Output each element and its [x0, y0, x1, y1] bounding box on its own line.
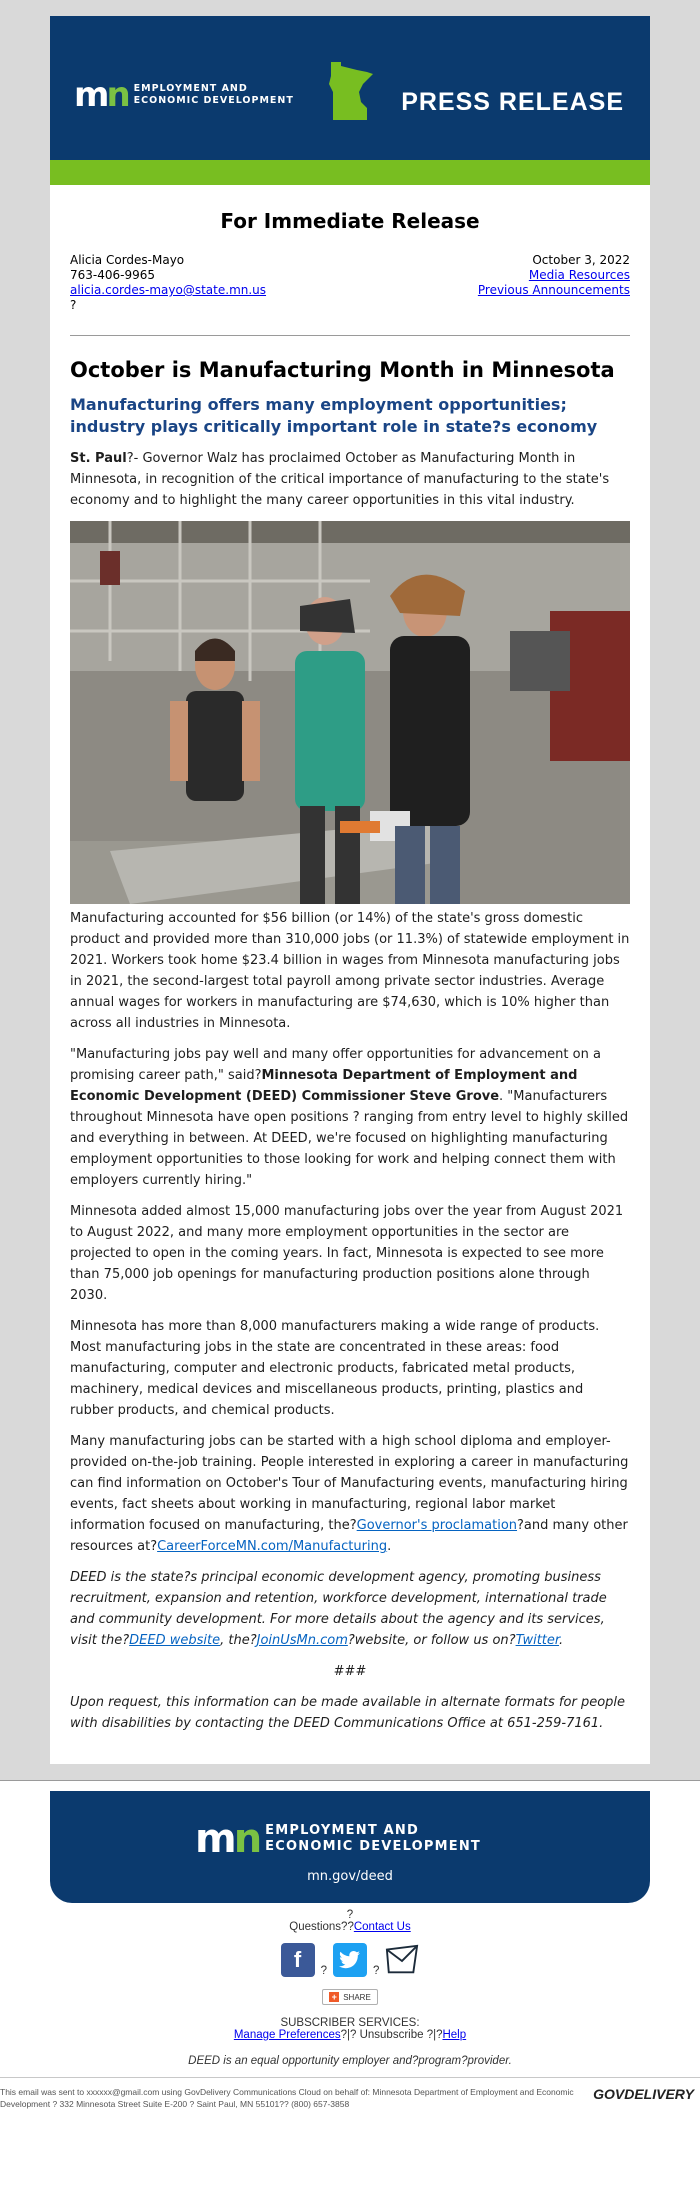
commissioner-name: Minnesota Department of Employment and Economic Development (DEED) Commissioner Steve Grove — [70, 1068, 578, 1104]
social-icons: f ? ? — [0, 1943, 700, 1977]
media-resources-link[interactable]: Media Resources — [528, 268, 630, 282]
help-link[interactable]: Help — [442, 2029, 467, 2041]
paragraph-economy: Manufacturing accounted for $56 billion (or 14%) of the state's gross domestic product and provided more than 310,000 jobs (or 11.3%) of statewide employment in 2021. Workers took home $23.4 billion in wages from Minnesota manufacturing jobs in 2021, the second-largest total payroll among private sector industries. Average annual wages for workers in manufacturing are $74,630, which is 10% higher than across all industries in Minnesota. — [70, 911, 630, 1031]
release-meta — [478, 253, 630, 313]
previous-announcements-link[interactable]: Previous Announcements — [477, 283, 630, 297]
mn-logo-icon: mn — [74, 75, 128, 115]
article-subtitle: Manufacturing offers many employment opportunities; industry plays critically important role in state?s economy — [70, 395, 598, 436]
press-release-card — [50, 16, 650, 1764]
govdelivery-logo: GOVDELIVERY — [593, 2086, 694, 2102]
q-mark: ? — [346, 1909, 354, 1921]
paragraph-about-deed: DEED is the state?s principal economic development agency, promoting business recruitment, expansion and retention, workforce development, international trade and community development. For more details about the agency and its services, visit the?DEED website, the?JoinUsMn.com?website, or follow us on?Twitter. — [70, 1570, 607, 1648]
subscriber-links: Manage Preferences?|? Unsubscribe ?|?Help — [233, 2029, 467, 2041]
twitter-icon[interactable] — [333, 1943, 367, 1977]
contact-us-link[interactable]: Contact Us — [353, 1921, 411, 1933]
release-content — [50, 185, 650, 1764]
footer-url: mn.gov/deed — [307, 1869, 393, 1884]
paragraph-accessibility: Upon request, this information can be made available in alternate formats for people with disabilities by contacting the DEED Communications Office at 651-259-7161. — [70, 1695, 626, 1731]
subscriber-label: SUBSCRIBER SERVICES: — [280, 2017, 420, 2029]
plus-icon: + — [329, 1992, 339, 2002]
questions-line: Questions??Contact Us — [289, 1921, 411, 1933]
paragraph-careers: Many manufacturing jobs can be started with a high school diploma and employer-provided on-the-job training. People interested in exploring a career in manufacturing can find information on October's Tour of Manufacturing events, manufacturing hiring events, fact sheets about working in manufacturing, regional labor market information focused on manufacturing, the?Governor's proclamation?and many other resources at?CareerForceMN.com/Manufacturing. — [70, 1434, 629, 1554]
sent-note: This email was sent to xxxxxx@gmail.com using GovDelivery Communications Cloud on behalf of: Minnesota Department of Employment and Economic Development ? 332 Minnesota Street Suite E-200 ? Saint Paul, MN 55101?? (800) 657-3858 GOVDELIVERY — [0, 2077, 700, 2116]
contact-info — [70, 253, 266, 313]
article-title: October is Manufacturing Month in Minnesota — [70, 358, 615, 382]
footer-banner — [50, 1791, 650, 1903]
equal-opportunity-note: DEED is an equal opportunity employer and?program?provider. — [188, 2055, 512, 2067]
paragraph-jobs-added: Minnesota added almost 15,000 manufacturing jobs over the year from August 2021 to August 2022, and many more employment opportunities in the sector are projected to open in the coming years. In fact, Minnesota is expected to see more than 75,000 job openings for manufacturing production positions alone through 2030. — [70, 1204, 624, 1303]
contact-name: Alicia Cordes-Mayo — [70, 253, 185, 267]
paragraph-intro: St. Paul?- Governor Walz has proclaimed October as Manufacturing Month in Minnesota, in recognition of the critical importance of manufacturing to the state's economy and to highlight the many career opportunities in this vital industry. — [70, 451, 610, 508]
workers-photo — [70, 521, 630, 904]
twitter-link[interactable]: Twitter — [515, 1633, 560, 1648]
govdelivery-footer — [0, 1909, 700, 2067]
end-marks: ### — [333, 1664, 367, 1679]
header-banner — [50, 16, 650, 160]
paragraph-manufacturers: Minnesota has more than 8,000 manufacturers making a wide range of products. Most manufacturing jobs in the state are concentrated in these areas: food manufacturing, computer and electronic products, fabricated metal products, machinery, medical devices and miscellaneous products, printing, plastics and rubber products, and chemical products. — [70, 1319, 600, 1418]
logo-line-2: ECONOMIC DEVELOPMENT — [133, 95, 294, 106]
careerforce-link[interactable]: CareerForceMN.com/Manufacturing — [157, 1539, 388, 1554]
logo-line-1: EMPLOYMENT AND — [133, 83, 248, 95]
governor-proclamation-link[interactable]: Governor's proclamation — [356, 1518, 518, 1533]
footer-mn-logo-icon: mn — [195, 1816, 260, 1862]
paragraph-quote: "Manufacturing jobs pay well and many offer opportunities for advancement on a promising career path," said?Minnesota Department of Employment and Economic Development (DEED) Commissioner Steve Grove. "Manufacturers throughout Minnesota have open positions ? ranging from entry level to highly skilled and everything in between. At DEED, we're focused on highlighting manufacturing employment opportunities to those looking for work and helping connect them with employers currently hiring." — [70, 1047, 629, 1188]
contact-extra: ? — [70, 298, 77, 312]
release-date: October 3, 2022 — [532, 253, 630, 267]
minnesota-state-icon — [327, 62, 375, 120]
deed-logo — [74, 75, 294, 115]
footer-logo-line-1: EMPLOYMENT AND — [265, 1822, 419, 1838]
press-release-label: PRESS RELEASE — [401, 88, 624, 116]
immediate-release-heading: For Immediate Release — [220, 209, 480, 233]
footer-logo-line-2: ECONOMIC DEVELOPMENT — [265, 1839, 481, 1854]
share-button[interactable]: + SHARE — [322, 1989, 378, 2005]
divider — [70, 335, 630, 336]
deed-website-link[interactable]: DEED website — [129, 1633, 221, 1648]
email-icon[interactable] — [385, 1943, 419, 1977]
footer-divider — [0, 1780, 700, 1781]
dateline: St. Paul — [70, 451, 127, 466]
contact-block — [70, 253, 630, 313]
facebook-icon[interactable]: f — [281, 1943, 315, 1977]
manage-preferences-link[interactable]: Manage Preferences — [233, 2029, 341, 2041]
contact-phone: 763-406-9965 — [70, 268, 156, 282]
contact-email-link[interactable]: alicia.cordes-mayo@state.mn.us — [70, 283, 267, 297]
joinusmn-link[interactable]: JoinUsMn.com — [256, 1633, 348, 1648]
footer-deed-logo — [195, 1816, 481, 1862]
green-accent-bar — [50, 160, 650, 185]
